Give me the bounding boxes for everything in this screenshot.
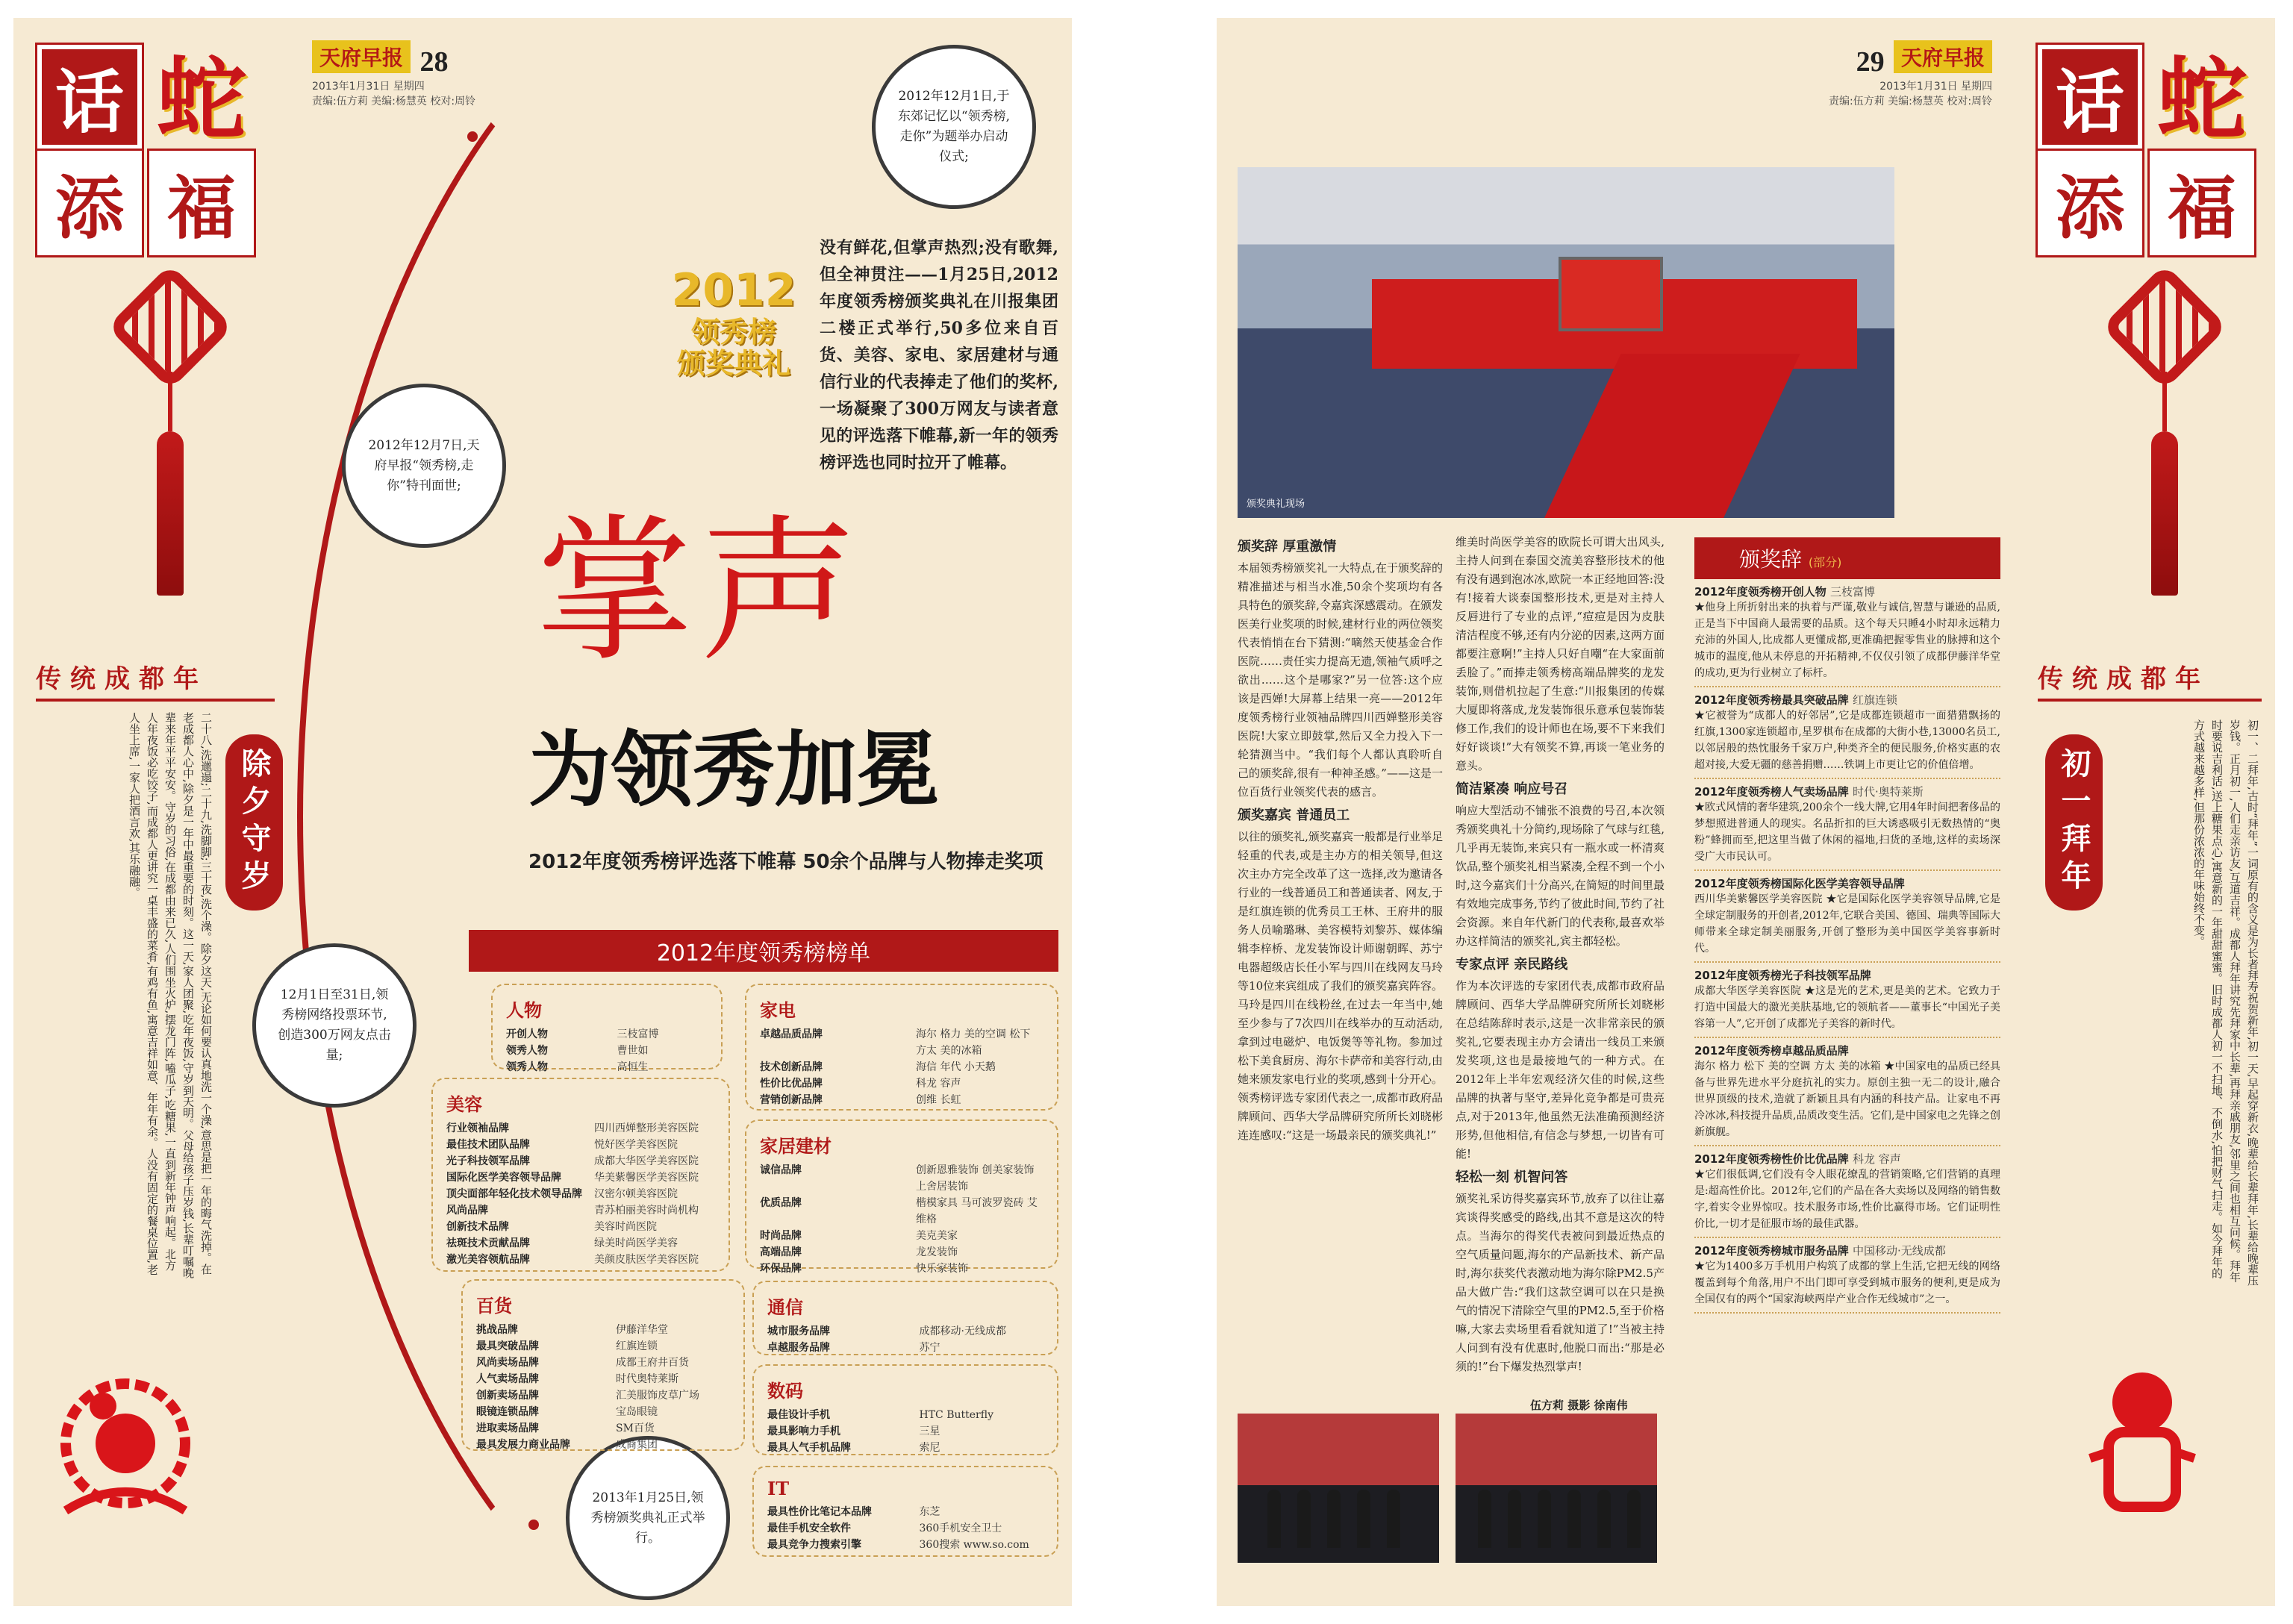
timeline-bubble: 2012年12月7日,天府早报“领秀榜,走你”特刊面世;	[342, 384, 506, 548]
list-item: 激光美容领航品牌 美颜皮肤医学美容医院	[446, 1254, 699, 1266]
mast-char-1: 话	[37, 45, 142, 149]
papercut-snake-icon	[51, 1361, 200, 1525]
timeline-dot	[467, 131, 478, 142]
section-body: 作为本次评选的专家团代表,成都市政府品牌顾问、西华大学品牌研究所所长刘晓彬在总结陈辞时表示,这是一次非常亲民的颁奖礼,它要表现主办方会请出一线员工来颁发奖项,这也是最接地气的一种方式。在2012年上半年宏观经济欠佳的时候,这些品牌的执著与坚守,差异化竞争都是可贵亮点,对于2013年,他虽然无法准确预测经济形势,但他相信,有信念与梦想,一切皆有可能!	[1456, 979, 1665, 1161]
event-logo-year: 2012	[671, 264, 796, 316]
category-title: 百货	[476, 1295, 512, 1317]
section-head: 颁奖嘉宾 普通员工	[1238, 808, 1350, 823]
page-number: 29	[1856, 46, 1885, 78]
list-item: 最具突破品牌 红旗连锁	[476, 1340, 658, 1352]
traditional-text: 初一、二拜年,古时“拜年”一词原有的含义是为长者拜寿祝贺新年,初一天,早起穿新衣,晚辈给长辈拜年,长辈给晚辈压岁钱。正月初一,人们走亲访友,互道吉祥。成都人拜年讲究先拜家中长辈,再拜亲戚朋友,邻里之间也相互问候。拜年时要说吉利话,送上糖果点心,寓意新的一年甜甜蜜蜜。旧时成都人初一不扫地、不倒水,怕把财气扫走。如今拜年的方式越来越多样,但那份浓浓的年味始终不变。	[2192, 719, 2259, 1287]
timeline-dot	[528, 1520, 539, 1530]
list-item: 领秀人物 曹世如	[506, 1045, 649, 1057]
list-item: 风尚卖场品牌 成都王府井百货	[476, 1357, 689, 1369]
list-item: 2012年度领秀榜光子科技领军品牌 成都大华医学美容医院 ★这是光的艺术,更是美的艺术。它致力于打造中国最大的激光美肤基地,它的领航者——董事长“中国光子美容第一人”,它开创了成都光子美容的新时代。	[1694, 963, 2000, 1038]
event-logo-line1: 领秀榜	[690, 316, 776, 349]
list-item: 光子科技领军品牌 成都大华医学美容医院	[446, 1155, 699, 1167]
award-photo-2	[1456, 1414, 1657, 1563]
divider	[36, 699, 275, 702]
section-head: 颁奖辞 厚重激情	[1238, 539, 1337, 555]
section-body: 以往的颁奖礼,颁奖嘉宾一般都是行业举足轻重的代表,或是主办方的相关领导,但这次主办方完全改革了这一选择,改为邀请各行业的一线普通员工和普通读者、网友,于是红旗连锁的优秀员工王林、王府井的服务人员喻璐琳、美容模特刘黎苏、媒体编辑李梓桥、龙发装饰设计师谢朝晖、苏宁电器超级店长任小军与四川在线网友马玲等10位来宾组成了我们的颁奖嘉宾阵容。马玲是四川在线粉丝,在过去一年当中,她至少参与了7次四川在线举办的互动活动,拿到过电磁炉、电饭煲等等礼物。参加过松下美食厨房、海尔卡萨帝和美容行动,由她来颁发家电行业的奖项,感到十分开心。领秀榜评选专家团代表之一,成都市政府品牌顾问、西华大学品牌研究所所长刘晓彬连连感叹:“这是一场最亲民的颁奖典礼!”	[1238, 830, 1443, 1142]
list-item: 眼镜连锁品牌 宝岛眼镜	[476, 1406, 658, 1418]
deck: 2012年度领秀榜评选落下帷幕 50余个品牌与人物捧走奖项	[528, 851, 1043, 873]
folio-editors: 责编:伍方莉 美编:杨慧英 校对:周铃	[1829, 95, 1993, 107]
list-item: 性价比优品牌 科龙 容声	[760, 1078, 961, 1090]
folio-right	[1829, 40, 1992, 108]
traditional-text: 二十八,洗邋遢;二十九,洗脚脚;三十夜,洗个澡。除夕这天,无论如何要认真地洗一个澡,意思是把一年的晦气洗掉。在老成都人心中,除夕是一年中最重要的时刻。这一天,家人团聚,吃年夜饭,守岁到天明。父母给孩子压岁钱,长辈叮嘱晚辈来年平平安安。守岁的习俗,在成都由来已久,人们围坐火炉,摆龙门阵,嗑瓜子,吃糖果,一直到新年钟声响起。北方人年夜饭必吃饺子,而成都人更讲究一桌丰盛的菜肴,有鸡有鱼,寓意吉祥如意、年年有余。人没有固定的餐桌位置,老人坐上席,一家人把酒言欢,其乐融融。	[128, 712, 213, 1278]
category-box	[752, 1466, 1058, 1557]
category-box	[431, 1078, 730, 1272]
event-logo-line2: 颁奖典礼	[676, 347, 790, 380]
list-item: 最具性价比笔记本品牌 东芝	[767, 1506, 940, 1518]
traditional-title: 传统成都年	[2038, 664, 2209, 694]
list-item: 挑战品牌 伊藤洋华堂	[476, 1324, 668, 1336]
section-body: 本届领秀榜颁奖礼一大特点,在于颁奖辞的精准描述与相当水准,50余个奖项均有各具特色的颁奖辞,令嘉宾深感震动。在颁发医美行业奖项的时候,建材行业的两位领奖代表悄悄在台下猜测:“嘀然天使基金合作医院……责任实力提高无遗,领袖气质呼之欲出……这个是哪家?”另一位答:这个应该是西婵!大屏幕上结果一亮——2012年度领秀榜行业领袖品牌四川西婵整形美容医院!大家立即鼓掌,然后又全力投入下一轮猜测当中。“我们每个人都认真聆听自己的颁奖辞,很有一种神圣感。”——这是一位百货行业领奖代表的感言。	[1238, 561, 1443, 799]
list-item: 2012年度领秀榜卓越品质品牌 海尔 格力 松下 美的空调 方太 美的冰箱 ★中国家电的品质已经具备与世界先进水平分庭抗礼的实力。原创主独一无二的设计,融合世界顶级的技术,造就了新颖且具有内涵的科技产品。让家电不再冷冰冰,科技提升品质,品质改变生活。它们,是中国家电之先锋之创新旗舰。	[1694, 1038, 2000, 1146]
section-head: 简洁紧凑 响应号召	[1456, 781, 1568, 797]
mast-char-3: 福	[149, 151, 254, 255]
folio-date: 2013年1月31日 星期四	[1879, 80, 1993, 93]
list-item: 领秀人物 高恒生	[506, 1061, 649, 1073]
category-box	[752, 1364, 1058, 1455]
list-item: 国际化医学美容领导品牌 华美紫馨医学美容医院	[446, 1172, 699, 1184]
list-item: 最佳设计手机 HTC Butterfly	[767, 1409, 993, 1421]
list-item: 行业领袖品牌 四川西婵整形美容医院	[446, 1122, 699, 1134]
category-box	[752, 1281, 1058, 1355]
section-head: 轻松一刻 机智问答	[1456, 1169, 1568, 1185]
ceremony-photo	[1238, 167, 1894, 518]
speech-title-bar	[1694, 537, 2000, 579]
list-item: 2012年度领秀榜城市服务品牌 中国移动·无线成都 ★它为1400多万手机用户构筑了成都的掌上生活,它把无线的网络覆盖到每个角落,用户不出门即可享受到城市服务的便利,更是成为全国仅有的两个“国家海峡两岸产业合作无线城市”之一。	[1694, 1238, 2000, 1314]
mast-char-2: 添	[37, 151, 142, 255]
chinese-knot-icon	[118, 264, 222, 596]
list-item: 诚信品牌 创新恩雅装饰 创美家装饰 上舍居装饰	[760, 1164, 1035, 1193]
list-item: 祛斑技术贡献品牌 绿美时尚医学美容	[446, 1237, 678, 1249]
list-item: 技术创新品牌 海信 年代 小天鹅	[760, 1061, 996, 1073]
timeline-bubble: 2013年1月25日,领秀榜颁奖典礼正式举行。	[566, 1436, 730, 1600]
mast-char-2: 添	[2038, 151, 2142, 255]
list-item: 优质品牌 楷模家具 马可波罗瓷砖 艾维格	[760, 1197, 1038, 1225]
list-item: 顶尖面部年轻化技术领导品牌 汉密尔顿美容医院	[446, 1188, 678, 1200]
award-photo-1	[1238, 1414, 1439, 1563]
list-item: 最具竞争力搜索引擎 360搜索 www.so.com	[767, 1539, 1029, 1551]
folio-editors: 责编:伍方莉 美编:杨慧英 校对:周铃	[312, 95, 476, 107]
traditional-badge: 除夕守岁	[225, 734, 283, 911]
photo-caption: 颁奖典礼现场	[1247, 499, 1305, 510]
list-item: 最具发展力商业品牌 成商集团	[476, 1439, 658, 1451]
lead-paragraph: 没有鲜花,但掌声热烈;没有歌舞,但全神贯注——1月25日,2012年度领秀榜颁奖典礼在川报集团二楼正式举行,50多位来自百货、美容、家电、家居建材与通信行业的代表捧走了他们的奖杯,一场凝聚了300万网友与读者意见的评选落下帷幕,新一年的领秀榜评选也同时拉开了帷幕。	[820, 238, 1058, 472]
list-item: 环保品牌 快乐家装饰	[760, 1263, 968, 1275]
masthead-left	[37, 39, 254, 255]
list-item: 最佳技术团队品牌 悦好医学美容医院	[446, 1139, 678, 1151]
list-item: 高端品牌 龙发装饰	[760, 1246, 958, 1258]
folio-date: 2013年1月31日 星期四	[312, 80, 425, 93]
list-item: 最佳手机安全软件 360手机安全卫士	[767, 1522, 1002, 1534]
list-item: 创新卖场品牌 汇美服饰皮草广场	[476, 1390, 699, 1402]
list-item: 最具影响力手机 三星	[767, 1425, 940, 1437]
list-item: 卓越品质品牌 海尔 格力 美的空调 松下 方太 美的冰箱	[760, 1028, 1031, 1057]
divider	[2038, 699, 2262, 702]
snake-glyph: 蛇	[157, 47, 246, 152]
category-box	[461, 1279, 745, 1451]
list-title-bar: 2012年度领秀榜榜单	[469, 930, 1058, 972]
category-box	[491, 984, 723, 1073]
folio-left	[312, 40, 475, 108]
category-title: IT	[767, 1478, 790, 1499]
byline: 伍方莉 摄影 徐南伟	[1530, 1399, 1628, 1412]
list-item: 开创人物 三枝富博	[506, 1028, 659, 1040]
traditional-badge: 初一拜年	[2045, 734, 2103, 911]
headline: 掌声	[536, 500, 865, 683]
page-28	[13, 18, 1072, 1606]
category-title: 通信	[767, 1296, 803, 1318]
list-item: 时尚品牌 美克美家	[760, 1230, 958, 1242]
article-column-1	[1238, 533, 1443, 1391]
masthead-right	[2038, 39, 2254, 255]
page-29	[1217, 18, 2275, 1606]
list-item: 卓越服务品牌 苏宁	[767, 1342, 940, 1354]
category-title: 数码	[767, 1380, 803, 1402]
section-body: 响应大型活动不铺张不浪费的号召,本次领秀颁奖典礼十分简约,现场除了气球与红毯,几乎再无装饰,来宾只有一瓶水或一杯清爽饮品,整个颁奖礼相当紧凑,全程不到一个小时,这今嘉宾们十分高兴,在简短的时间里最有效地完成事务,节约了彼此时间,节约了社会资源。来自年代新门的代表称,最喜欢举办这样简洁的颁奖礼,宾主都轻松。	[1456, 804, 1665, 948]
subheadline: 为领秀加冕	[528, 722, 939, 818]
list-item: 2012年度领秀榜开创人物 三枝富博 ★他身上所折射出来的执着与严谨,敬业与诚信,智慧与谦逊的品质,正是当下中国商人最需要的品质。这个每天只睡4小时却永远精力充沛的外国人,比成都人更懂成都,更准确把握零售业的脉搏和这个城市的温度,他从未停息的开拓精神,不仅仅引领了成都伊藤洋华堂的成功,更为行业树立了标杆。	[1694, 579, 2000, 687]
list-item: 2012年度领秀榜国际化医学美容领导品牌 西川华美紫馨医学美容医院 ★它是国际化医学美容领导品牌,它是全球定制服务的开创者,2012年,它联合美国、德国、瑞典等国际大师带来全球定制美丽服务,开创了整形为美中国医学美容事新时代。	[1694, 871, 2000, 963]
mast-char-3: 福	[2150, 151, 2254, 255]
category-box	[745, 1119, 1058, 1275]
list-item: 2012年度领秀榜人气卖场品牌 时代·奥特莱斯 ★欧式风情的奢华建筑,200余个一线大牌,它用4年时间把奢侈品的梦想照进普通人的现实。名品折扣的巨大诱惑吸引无数热情的“奥粉”蜂拥而至,把这里当做了休闲的福地,扫货的圣地,这样的卖场深受广大市民认可。	[1694, 779, 2000, 871]
traditional-title: 传统成都年	[36, 664, 208, 694]
chinese-knot-icon	[2112, 264, 2217, 596]
timeline-bubble: 2012年12月1日,于东郊记忆以“领秀榜,走你”为题举办启动仪式;	[872, 45, 1036, 209]
category-box	[745, 984, 1058, 1111]
mast-char-1: 话	[2038, 45, 2142, 149]
speech-title-note: (部分)	[1808, 555, 1842, 569]
article-column-2	[1456, 533, 1665, 1391]
section-head: 专家点评 亲民路线	[1456, 957, 1568, 972]
timeline-bubble: 12月1日至31日,领秀榜网络投票环节,创造300万网友点击量;	[252, 943, 417, 1108]
list-item: 风尚品牌 青苏柏丽美容时尚机构	[446, 1205, 699, 1217]
list-item: 最具人气手机品牌 索尼	[767, 1442, 940, 1454]
section-body: 维美时尚医学美容的欧院长可谓大出风头,主持人问到在泰国交流美容整形技术的他有没有遇到泡冰冰,欧院一本正经地回答:没有!接着大谈泰国整形技术,更是对主持人反唇进行了专业的点评,“痘痘是因为皮肤清洁程度不够,还有内分泌的因素,这两方面都要注意啊!”主持人只好自嘲“在大家面前丢脸了。”而捧走领秀榜高端品牌奖的龙发装饰,则借机拉起了生意:“川报集团的传媒大厦即将落成,龙发装饰很乐意承包装饰装修工作,我们的设计师也在场,要不下来我们好好谈谈!”大有领奖不算,再谈一笔业务的意头。	[1456, 535, 1665, 772]
list-item: 2012年度领秀榜性价比优品牌 科龙 容声 ★它们很低调,它们没有令人眼花缭乱的营销策略,它们营销的真理是:超高性价比。2012年,它们的产品在各大卖场以及网络的销售数字,着实令业界惊叹。技术服务市场,性价比赢得市场。它们证明性价比,一切才是征服市场的最佳武器。	[1694, 1146, 2000, 1238]
category-title: 人物	[506, 999, 542, 1021]
category-title: 家电	[760, 999, 796, 1021]
category-title: 家居建材	[760, 1135, 832, 1157]
speech-title: 颁奖辞	[1739, 547, 1803, 572]
snake-glyph: 蛇	[2157, 47, 2247, 152]
paper-name-badge: 天府早报	[312, 40, 411, 73]
page-number: 28	[419, 46, 449, 78]
list-item: 进取卖场品牌 SM百货	[476, 1422, 655, 1434]
event-logo	[663, 264, 805, 379]
list-item: 城市服务品牌 成都移动·无线成都	[767, 1325, 1006, 1337]
papercut-child-icon	[2068, 1361, 2217, 1525]
list-item: 创新技术品牌 美容时尚医院	[446, 1221, 657, 1233]
list-item: 2012年度领秀榜最具突破品牌 红旗连锁 ★它被誉为“成都人的好邻居”,它是成都连锁超市一面猎猎飘扬的红旗,1300家连锁超市,星罗棋布在成都的大街小巷,13000名员工,以邻居般的热忱服务千家万户,种类齐全的便民服务,价格实惠的农超对接,大爱无疆的慈善捐赠……铁调上市更让它的价值倍增。	[1694, 687, 2000, 779]
list-item: 人气卖场品牌 时代奥特莱斯	[476, 1373, 678, 1385]
list-item: 营销创新品牌 创维 长虹	[760, 1094, 961, 1106]
paper-name-badge: 天府早报	[1894, 40, 1992, 73]
category-title: 美容	[446, 1093, 482, 1115]
section-body: 颁奖礼采访得奖嘉宾环节,放弃了以往让嘉宾谈得奖感受的路线,出其不意是这次的特点。当海尔的得奖代表被问到最近热点的空气质量问题,海尔的产品新技术、新产品时,海尔获奖代表激动地为海尔除PM2.5产品大做广告:“我们这款空调可以在只是换气的情况下清除空气里的PM2.5,至于价格嘛,大家去卖场里看看就知道了!”当被主持人问到有没有优惠时,他脱口而出:“那是必须的!”台下爆发热烈掌声!	[1456, 1192, 1665, 1373]
speech-list	[1694, 579, 2000, 1579]
